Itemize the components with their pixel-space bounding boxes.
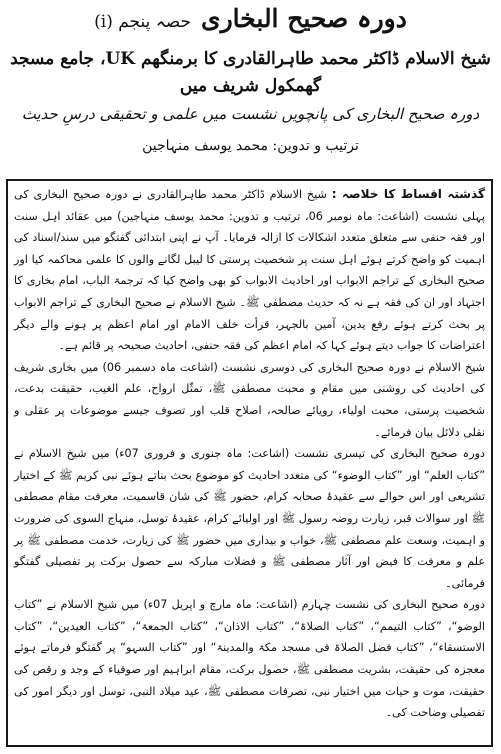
credit-line: ترتیب و تدوین: محمد یوسف منہاجین	[142, 138, 359, 154]
summary-paragraph-4: دورہ صحیح البخاری کی نشست چہارم (اشاعت: ماہ مارچ و اپریل 07ء) میں شیخ الاسلام نے ”کتاب الوضو“، ”کتاب التیمم“، ”کتاب الصلاۃ“، ”کتاب الاذان“، ”کتاب الجمعۃ“، ”کتاب العیدین“، ”کتاب الاستسقاء“، ”کتاب فضل الصلاۃ فی مسجد مکۃ والمدینۃ“ اور ”کتاب السہو“ پر گفتگو فرماتے ہوئے معجزہ کی حقیقت، بشریت مصطفی ﷺ، حصول برکت، مقام ابراہیم اور صوفیاء کے وجد و رقص کی حقیقت، موت و حیات میں اختیار نبی، تصرفات مصطفی ﷺ، عید میلاد النبی، توسل اور دیگر امور کی تفصیلی وضاحت کی۔	[14, 598, 485, 720]
summary-paragraph-1-text: شیخ الاسلام ڈاکٹر محمد طاہرالقادری نے دورہ صحیح البخاری کی پہلی نشست (اشاعت: ماہ نومبر 06، ترتیب و تدوین: محمد یوسف منہاجین) میں عقائد اہل سنت اور فقہ حنفی سے متعلق متعدد اشکالات کا ازالہ فرمایا۔ آپ نے اپنی ابتدائی گفتگو میں سند/اسناد کی اہمیت کو واضح کرتے ہوئے اہل سنت پر شخصیت پرستی کا لیبل لگانے والوں کا علمی محاکمہ کیا اور صحیح البخاری کے تراجم الابواب اور احادیث الابواب کو بھی واضح کیا کہ ترجمۃ الباب، امام بخاری کا اجتہاد اور ان کی فقہ ہے نہ کہ حدیث مصطفی ﷺ۔ شیخ الاسلام نے صحیح البخاری کے تراجم الابواب پر بحث کرتے ہوئے رفع یدین، آمین بالجہر، قرأت خلف الامام اور امام اعظم پر ہونے والے دیگر اعتراضات کا جواب دیتے ہوئے کہا کہ امام اعظم کی فقہ حنفی، احادیث صحیحہ پر قائم ہے۔	[14, 188, 485, 353]
document-page	[0, 4, 501, 754]
summary-paragraph-2: شیخ الاسلام نے دورہ صحیح البخاری کی دوسری نشست (اشاعت ماہ دسمبر 06) میں بخاری شریف کی احادیث کی روشنی میں مقام و محبت مصطفی ﷺ، تمثّل ارواح، علم الغیب، حقیقت بدعت، شخصیت پرستی، محبت اولیاء، رویائے صالحہ، اصلاح قلب اور تصوف جیسے موضوعات پر عقلی و نقلی دلائل بیان فرمائے۔	[14, 360, 486, 439]
article-header	[0, 4, 501, 162]
summary-heading: گذشتہ اقساط کا خلاصہ :	[331, 187, 486, 201]
part-label: حصہ پنجم (i)	[94, 12, 191, 32]
page-title: دورہ صحیح البخاری	[201, 4, 407, 33]
subheadline: دورہ صحیح البخاری کی پانچویں نشست میں علمی و تحقیقی درسِ حدیث	[21, 105, 480, 123]
summary-paragraph-1	[14, 184, 485, 357]
summary-box	[6, 179, 493, 747]
headline: شیخ الاسلام ڈاکٹر محمد طاہرالقادری کا برمنگھم UK، جامع مسجد گھمکول شریف میں	[10, 49, 491, 96]
title-line	[0, 4, 501, 40]
summary-paragraph-3: دورہ صحیح البخاری کی تیسری نشست (اشاعت: ماہ جنوری و فروری 07ء) میں شیخ الاسلام نے ”کتاب العلم“ اور ”کتاب الوضوء“ کی متعدد احادیث کو موضوع بحث بناتے ہوئے نبی کریم ﷺ کے اختیار تشریعی اور اس حوالے سے عقیدۂ صحابہ کرام، حضور ﷺ کی شان قاسمیت، معرفت مقام مصطفی ﷺ اور سوالات قبر، زیارت روضہ رسول ﷺ اور اولیائے کرام، عقیدۂ توسل، منہاج السوی کی ضرورت و اہمیت، وسعت علم مصطفی ﷺ، خواب و بیداری میں حضور ﷺ کی زیارت، خدمت مصطفی ﷺ پر علم و معرفت کا فیض اور آثار مصطفی ﷺ و فضلات مبارکہ سے حصول برکت پر تفصیلی گفتگو فرمائی۔	[14, 447, 485, 590]
